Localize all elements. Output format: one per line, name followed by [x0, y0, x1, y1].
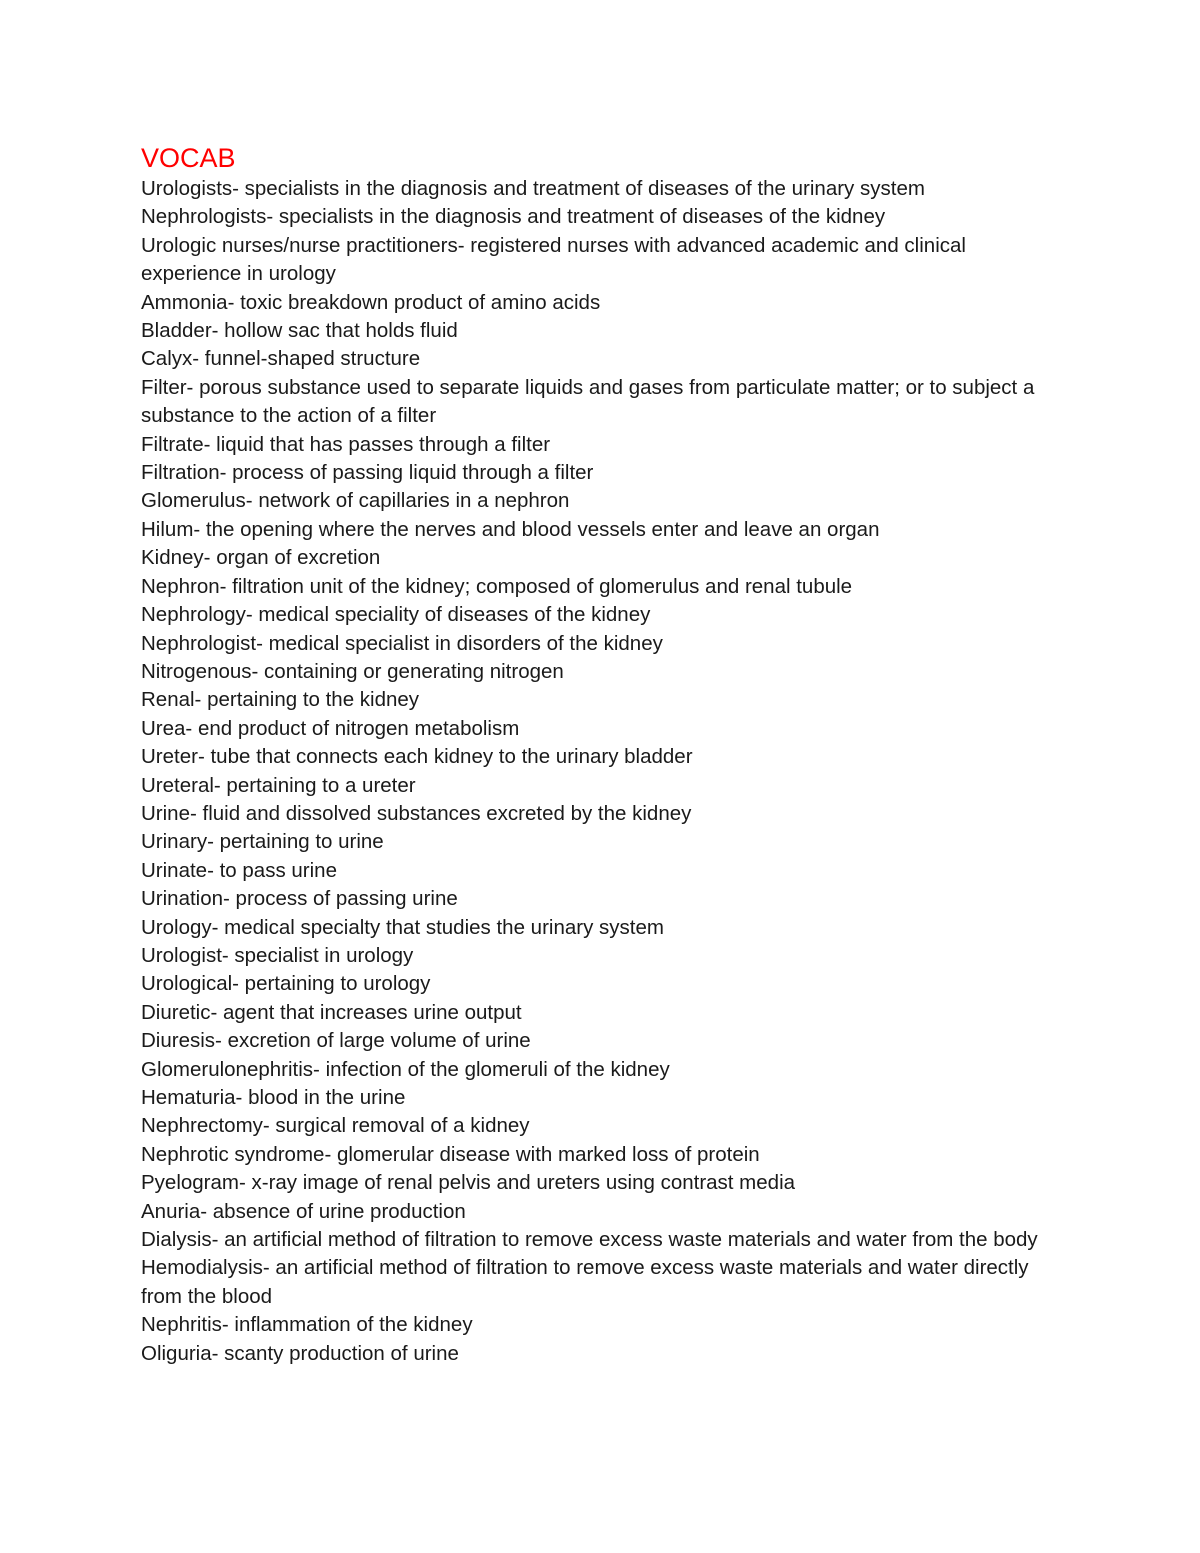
- vocab-entry: Filtrate- liquid that has passes through a filter: [141, 432, 551, 456]
- vocab-entry: Ureter- tube that connects each kidney to the urinary bladder: [141, 745, 693, 769]
- vocab-entry: Urologists- specialists in the diagnosis and treatment of diseases of the urinary system: [141, 177, 925, 200]
- vocab-entry: Nephritis- inflammation of the kidney: [141, 1313, 473, 1337]
- vocab-entry: Diuresis- excretion of large volume of urine: [141, 1029, 531, 1053]
- vocab-entry: Urology- medical specialty that studies the urinary system: [141, 915, 664, 939]
- vocab-entry: Hemodialysis- an artificial method of filtration to remove excess waste materials and water directly from the blood: [141, 1256, 1029, 1308]
- vocab-entry: Nephrologist- medical specialist in disorders of the kidney: [141, 631, 663, 655]
- vocab-entry: Urine- fluid and dissolved substances excreted by the kidney: [141, 801, 692, 825]
- vocab-entry: Renal- pertaining to the kidney: [141, 688, 420, 712]
- vocab-entry: Urinate- to pass urine: [141, 858, 337, 882]
- vocab-entry: Ureteral- pertaining to a ureter: [141, 773, 416, 797]
- vocab-entry: Nephrology- medical speciality of diseases of the kidney: [141, 603, 651, 627]
- vocab-entry: Hematuria- blood in the urine: [141, 1086, 406, 1109]
- vocab-entry: Glomerulonephritis- infection of the glomeruli of the kidney: [141, 1057, 670, 1081]
- vocab-entry: Dialysis- an artificial method of filtration to remove excess waste materials and water from the body: [141, 1228, 1038, 1252]
- vocab-entry: Filtration- process of passing liquid through a filter: [141, 461, 594, 485]
- vocab-entry: Urea- end product of nitrogen metabolism: [141, 716, 520, 740]
- vocab-entry: Urinary- pertaining to urine: [141, 830, 384, 854]
- vocab-entry: Nephrotic syndrome- glomerular disease with marked loss of protein: [141, 1142, 760, 1166]
- vocab-entry: Diuretic- agent that increases urine output: [141, 1000, 522, 1024]
- vocab-entry: Urination- process of passing urine: [141, 887, 458, 911]
- vocab-entry: Nephron- filtration unit of the kidney; composed of glomerulus and renal tubule: [141, 574, 853, 598]
- vocab-list: [141, 175, 1061, 1368]
- vocab-entry: Ammonia- toxic breakdown product of amino acids: [141, 290, 601, 314]
- vocab-entry: Pyelogram- x-ray image of renal pelvis and ureters using contrast media: [141, 1171, 796, 1195]
- vocab-entry: Oliguria- scanty production of urine: [141, 1341, 459, 1365]
- vocab-entry: Calyx- funnel-shaped structure: [141, 347, 421, 371]
- vocab-entry: Filter- porous substance used to separate liquids and gases from particulate matter; or to subject a substance to the action of a filter: [141, 375, 1035, 428]
- vocab-entry: Hilum- the opening where the nerves and blood vessels enter and leave an organ: [141, 517, 880, 541]
- vocab-entry: Glomerulus- network of capillaries in a nephron: [141, 489, 570, 513]
- document-title: VOCAB: [141, 143, 236, 173]
- vocab-entry: Anuria- absence of urine production: [141, 1199, 466, 1223]
- document-page: [141, 140, 1061, 1368]
- vocab-entry: Bladder- hollow sac that holds fluid: [141, 319, 458, 343]
- vocab-entry: Nephrectomy- surgical removal of a kidney: [141, 1114, 530, 1138]
- vocab-entry: Nitrogenous- containing or generating nitrogen: [141, 659, 564, 683]
- vocab-entry: Nephrologists- specialists in the diagnosis and treatment of diseases of the kidney: [141, 205, 886, 229]
- vocab-entry: Urologist- specialist in urology: [141, 943, 414, 967]
- vocab-entry: Urological- pertaining to urology: [141, 972, 431, 996]
- vocab-entry: Kidney- organ of excretion: [141, 546, 381, 570]
- vocab-entry: Urologic nurses/nurse practitioners- registered nurses with advanced academic and clinical experience in urology: [141, 233, 966, 286]
